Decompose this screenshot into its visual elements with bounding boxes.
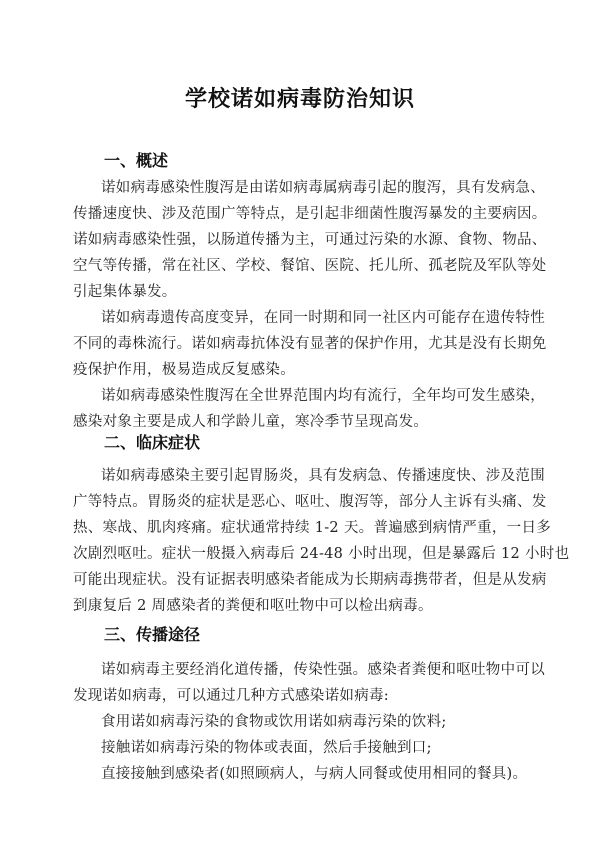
paragraph-line: 可能出现症状。没有证据表明感染者能成为长期病毒携带者，但是从发病: [73, 572, 547, 588]
paragraph-line: 诺如病毒感染性腹泻是由诺如病毒属病毒引起的腹泻，具有发病急、: [101, 180, 545, 196]
paragraph-line: 诺如病毒感染主要引起胃肠炎，具有发病急、传播速度快、涉及范围: [101, 468, 545, 484]
paragraph-line: 次剧烈呕吐。症状一般摄入病毒后 24-48 小时出现，但是暴露后 12 小时也: [73, 546, 570, 562]
list-item: 食用诺如病毒污染的食物或饮用诺如病毒污染的饮料;: [101, 714, 447, 730]
paragraph-line: 热、寒战、肌肉疼痛。症状通常持续 1-2 天。普遍感到病情严重，一日多: [73, 520, 552, 536]
list-item: 直接接触到感染者(如照顾病人，与病人同餐或使用相同的餐具)。: [101, 766, 528, 782]
paragraph-line: 空气等传播，常在社区、学校、餐馆、医院、托儿所、孤老院及军队等处: [73, 258, 547, 274]
section-heading-transmission: 三、传播途径: [104, 625, 201, 644]
paragraph-line: 到康复后 2 周感染者的粪便和呕吐物中可以检出病毒。: [73, 598, 433, 614]
paragraph-line: 发现诺如病毒，可以通过几种方式感染诺如病毒:: [73, 688, 389, 704]
paragraph-line: 不同的毒株流行。诺如病毒抗体没有显著的保护作用，尤其是没有长期免: [73, 336, 547, 352]
section-heading-overview: 一、概述: [104, 151, 169, 170]
paragraph-line: 疫保护作用，极易造成反复感染。: [73, 362, 295, 378]
paragraph-line: 广等特点。胃肠炎的症状是恶心、呕吐、腹泻等，部分人主诉有头痛、发: [73, 494, 547, 510]
list-item: 接触诺如病毒污染的物体或表面，然后手接触到口;: [101, 740, 432, 756]
paragraph-line: 诺如病毒遗传高度变异，在同一时期和同一社区内可能存在遗传特性: [101, 310, 545, 326]
paragraph-line: 诺如病毒主要经消化道传播，传染性强。感染者粪便和呕吐物中可以: [101, 662, 545, 678]
section-heading-symptoms: 二、临床症状: [104, 433, 201, 452]
paragraph-line: 传播速度快、涉及范围广等特点，是引起非细菌性腹泻暴发的主要病因。: [73, 206, 547, 222]
document-title: 学校诺如病毒防治知识: [184, 87, 415, 112]
paragraph-line: 诺如病毒感染性腹泻在全世界范围内均有流行，全年均可发生感染，: [101, 388, 545, 404]
paragraph-line: 诺如病毒感染性强，以肠道传播为主，可通过污染的水源、食物、物品、: [73, 232, 547, 248]
paragraph-line: 感染对象主要是成人和学龄儿童，寒冷季节呈现高发。: [73, 414, 429, 430]
paragraph-line: 引起集体暴发。: [73, 284, 177, 300]
